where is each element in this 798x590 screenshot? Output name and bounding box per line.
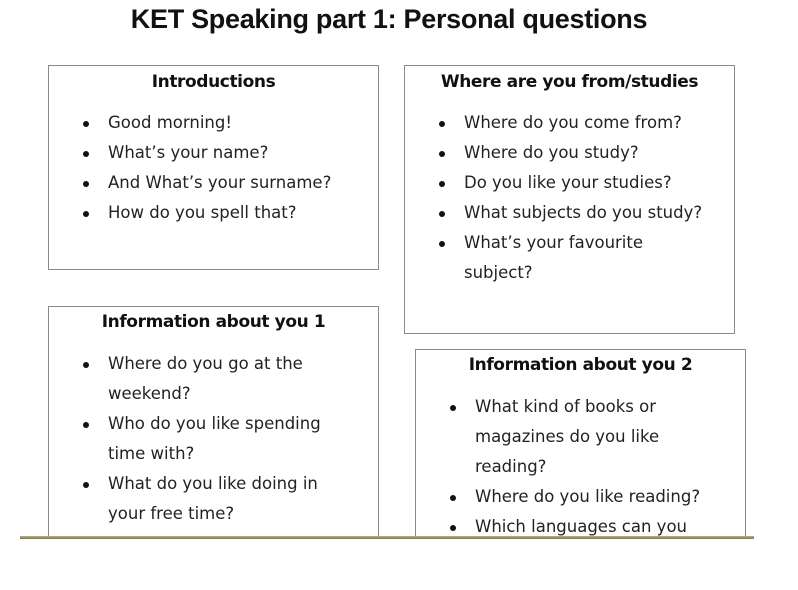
list-item: How do you spell that? (80, 198, 370, 228)
bullet-icon (439, 151, 445, 157)
bullet-icon (83, 151, 89, 157)
list-item: What subjects do you study? (436, 198, 726, 228)
list-item: Do you like your studies? (436, 168, 726, 198)
list-item: Good morning! (80, 108, 370, 138)
bullet-icon (83, 121, 89, 127)
bullet-icon (439, 181, 445, 187)
list-item: What’s your favourite subject? (436, 228, 674, 288)
list-item: Who do you like spending time with? (80, 409, 330, 469)
list-item: Where do you come from? (436, 108, 726, 138)
page-title: KET Speaking part 1: Personal questions (130, 4, 648, 34)
list-item: What do you like doing in your free time? (80, 469, 330, 529)
info1-list (80, 349, 330, 529)
where-from-list (436, 108, 726, 288)
list-item: Which languages can you (447, 512, 717, 536)
bullet-icon (439, 211, 445, 217)
info2-list (447, 392, 717, 536)
list-item: What’s your name? (80, 138, 370, 168)
bullet-icon (83, 181, 89, 187)
bullet-icon (450, 495, 456, 501)
bullet-icon (439, 121, 445, 127)
list-item: Where do you like reading? (447, 482, 717, 512)
bullet-icon (83, 422, 89, 428)
introductions-heading: Introductions (151, 72, 276, 92)
list-item: And What’s your surname? (80, 168, 370, 198)
list-item: Where do you go at the weekend? (80, 349, 330, 409)
list-item: What kind of books or magazines do you like reading? (447, 392, 695, 482)
info1-box (48, 306, 379, 536)
page-divider (20, 536, 754, 539)
where-from-box (404, 65, 735, 334)
bullet-icon (450, 405, 456, 411)
list-item: Where do you study? (436, 138, 726, 168)
info2-box (415, 349, 746, 536)
bullet-icon (450, 525, 456, 531)
where-from-heading: Where are you from/studies (440, 72, 699, 92)
introductions-list (80, 108, 370, 228)
bullet-icon (83, 211, 89, 217)
info1-heading: Information about you 1 (101, 312, 326, 332)
bullet-icon (439, 241, 445, 247)
info2-heading: Information about you 2 (468, 355, 693, 375)
introductions-box (48, 65, 379, 270)
bullet-icon (83, 362, 89, 368)
bullet-icon (83, 482, 89, 488)
